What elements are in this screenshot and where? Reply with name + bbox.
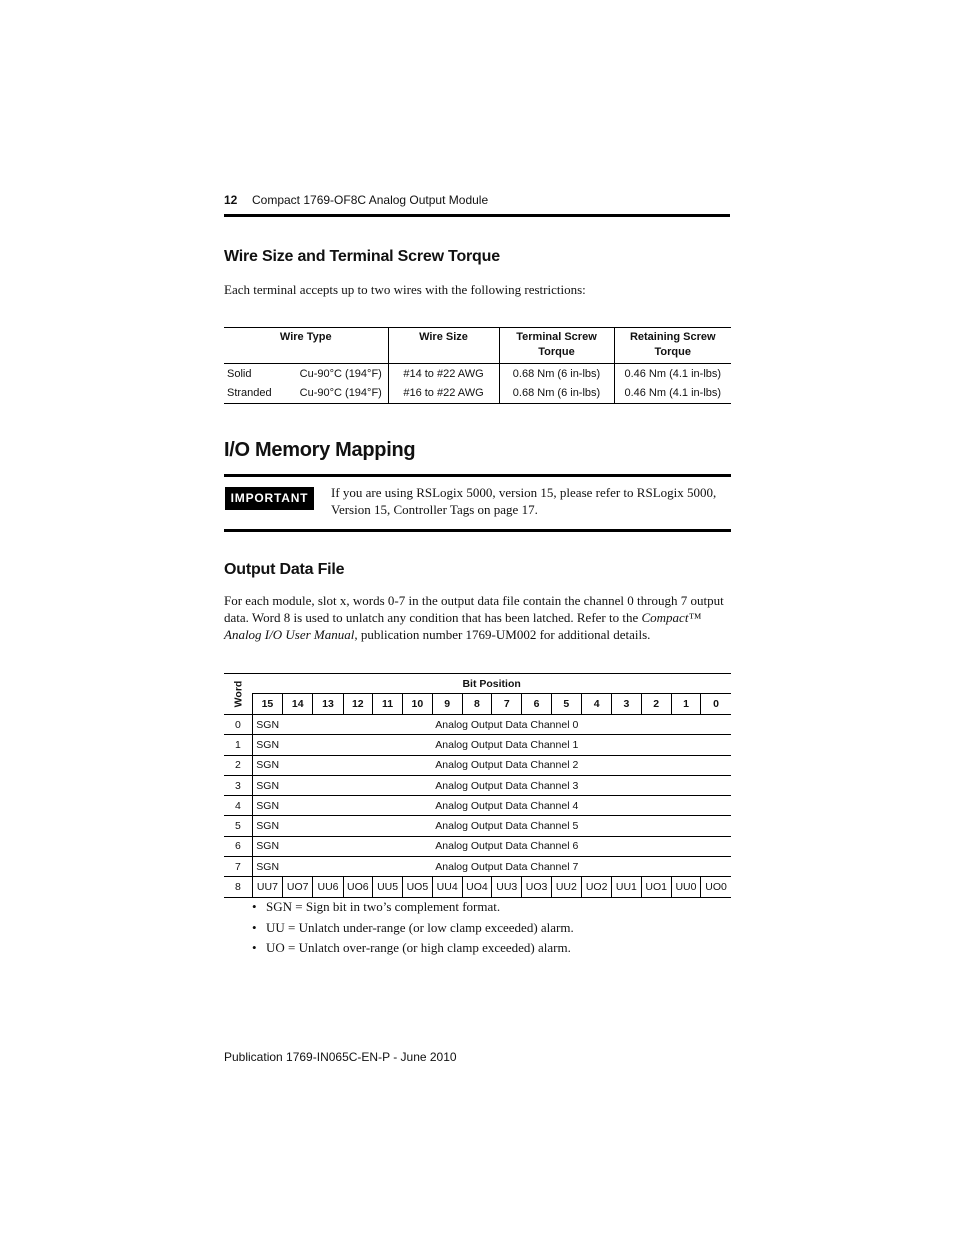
terminal-torque-cell: 0.68 Nm (6 in-lbs) <box>499 384 614 404</box>
channel-row <box>224 857 731 877</box>
sign-bit-cell: SGN <box>252 735 282 755</box>
word-number-cell: 2 <box>224 755 252 775</box>
retaining-torque-cell: 0.46 Nm (4.1 in-lbs) <box>614 364 731 384</box>
bit-number-cell: 4 <box>581 694 611 715</box>
retaining-torque-cell: 0.46 Nm (4.1 in-lbs) <box>614 384 731 404</box>
terminal-torque-cell: 0.68 Nm (6 in-lbs) <box>499 364 614 384</box>
wire-material-cell: Cu-90°C (194°F) <box>299 367 382 380</box>
latch-bit-cell: UO7 <box>283 877 313 897</box>
bit-number-cell: 12 <box>343 694 372 715</box>
word-number-cell: 4 <box>224 796 252 816</box>
wire-type-cell: Stranded <box>224 384 294 404</box>
latch-bit-cell: UU1 <box>612 877 641 897</box>
word-number-cell: 0 <box>224 715 252 735</box>
wire-type-cell: Solid <box>227 367 252 380</box>
header-rule <box>224 214 730 217</box>
channel-data-cell: Analog Output Data Channel 3 <box>283 775 731 795</box>
important-text: If you are using RSLogix 5000, version 15, please refer to RSLogix 5000, Version 15, Controller Tags on page 17. <box>331 485 717 517</box>
paragraph-part-2: , publication number 1769-UM002 for additional details. <box>354 627 651 642</box>
channel-data-cell: Analog Output Data Channel 0 <box>283 715 731 735</box>
bit-number-cell: 6 <box>522 694 551 715</box>
legend-item: • UU = Unlatch under-range (or low clamp exceeded) alarm. <box>252 919 722 940</box>
latch-bit-cell: UO0 <box>701 877 731 897</box>
channel-data-cell: Analog Output Data Channel 5 <box>283 816 731 836</box>
bit-number-cell: 9 <box>432 694 462 715</box>
sign-bit-cell: SGN <box>252 796 282 816</box>
latch-bit-cell: UO3 <box>522 877 551 897</box>
channel-data-cell: Analog Output Data Channel 1 <box>283 735 731 755</box>
wire-size-header: Wire Size <box>388 328 499 364</box>
bit-number-cell: 10 <box>403 694 432 715</box>
latch-bit-cell: UO6 <box>343 877 372 897</box>
word-number-cell: 3 <box>224 775 252 795</box>
bit-position-table <box>224 673 731 898</box>
wire-table-header <box>224 328 731 364</box>
wire-table-row <box>224 364 731 384</box>
word-number-cell: 6 <box>224 836 252 856</box>
channel-row <box>224 836 731 856</box>
wire-section-intro: Each terminal accepts up to two wires with the following restrictions: <box>224 282 586 297</box>
channel-row <box>224 816 731 836</box>
manual-title: Compact™ Analog I/O User Manual <box>224 610 702 642</box>
latch-bit-cell: UU6 <box>313 877 343 897</box>
bit-number-cell: 0 <box>701 694 731 715</box>
important-rule-bottom <box>224 529 731 532</box>
channel-row <box>224 715 731 735</box>
page-number: 12 <box>224 193 238 207</box>
bit-number-cell: 1 <box>671 694 700 715</box>
channel-data-cell: Analog Output Data Channel 4 <box>283 796 731 816</box>
bit-number-cell: 8 <box>462 694 491 715</box>
word-number-cell: 1 <box>224 735 252 755</box>
channel-row <box>224 796 731 816</box>
wire-size-cell: #14 to #22 AWG <box>388 364 499 384</box>
retaining-torque-header: Retaining Screw Torque <box>614 328 731 364</box>
bit-number-cell: 14 <box>283 694 313 715</box>
sign-bit-cell: SGN <box>252 816 282 836</box>
sign-bit-cell: SGN <box>252 836 282 856</box>
sign-bit-cell: SGN <box>252 715 282 735</box>
publication-footer: Publication 1769-IN065C-EN-P - June 2010 <box>224 1050 457 1064</box>
latch-row <box>224 877 731 897</box>
legend-bullets <box>252 898 722 960</box>
wire-size-cell: #16 to #22 AWG <box>388 384 499 404</box>
word-header: Word <box>224 674 252 715</box>
io-section-heading: I/O Memory Mapping <box>224 439 416 461</box>
bit-number-cell: 2 <box>641 694 671 715</box>
bit-number-cell: 11 <box>372 694 402 715</box>
latch-bit-cell: UU2 <box>551 877 581 897</box>
sign-bit-cell: SGN <box>252 755 282 775</box>
latch-bit-cell: UO5 <box>403 877 432 897</box>
latch-bit-cell: UU4 <box>432 877 462 897</box>
channel-row <box>224 775 731 795</box>
bit-number-cell: 5 <box>551 694 581 715</box>
terminal-torque-header: Terminal Screw Torque <box>499 328 614 364</box>
bit-number-cell: 15 <box>252 694 282 715</box>
word-number-cell: 5 <box>224 816 252 836</box>
channel-row <box>224 755 731 775</box>
sign-bit-cell: SGN <box>252 775 282 795</box>
latch-bit-cell: UU3 <box>492 877 522 897</box>
sign-bit-cell: SGN <box>252 857 282 877</box>
word-number-cell: 8 <box>224 877 252 897</box>
latch-bit-cell: UO4 <box>462 877 491 897</box>
channel-data-cell: Analog Output Data Channel 7 <box>283 857 731 877</box>
bit-number-cell: 13 <box>313 694 343 715</box>
channel-data-cell: Analog Output Data Channel 2 <box>283 755 731 775</box>
latch-bit-cell: UO2 <box>581 877 611 897</box>
running-title: Compact 1769-OF8C Analog Output Module <box>252 193 489 207</box>
output-section-heading: Output Data File <box>224 561 345 578</box>
latch-bit-cell: UU7 <box>252 877 282 897</box>
latch-bit-cell: UU5 <box>372 877 402 897</box>
channel-row <box>224 735 731 755</box>
wire-table <box>224 327 731 404</box>
latch-bit-cell: UU0 <box>671 877 700 897</box>
bit-number-cell: 3 <box>612 694 641 715</box>
channel-data-cell: Analog Output Data Channel 6 <box>283 836 731 856</box>
legend-item: • SGN = Sign bit in two’s complement format. <box>252 898 722 919</box>
bit-number-cell: 7 <box>492 694 522 715</box>
latch-bit-cell: UO1 <box>641 877 671 897</box>
bit-position-header: Bit Position <box>252 674 731 694</box>
wire-material-cell: Cu-90°C (194°F) <box>294 384 388 404</box>
wire-type-header: Wire Type <box>224 328 388 364</box>
wire-table-row <box>224 384 731 404</box>
word-number-cell: 7 <box>224 857 252 877</box>
legend-item: • UO = Unlatch over-range (or high clamp exceeded) alarm. <box>252 939 722 960</box>
bit-number-row <box>224 694 731 715</box>
paragraph-part-1: For each module, slot x, words 0-7 in the output data file contain the channel 0 through 7 output data. Word 8 is used to unlatch any condition that has been latched. Refer to the <box>224 593 724 625</box>
output-section-paragraph <box>224 592 724 643</box>
important-rule-top <box>224 474 731 477</box>
wire-section-heading: Wire Size and Terminal Screw Torque <box>224 248 500 265</box>
important-badge: IMPORTANT <box>225 487 314 510</box>
